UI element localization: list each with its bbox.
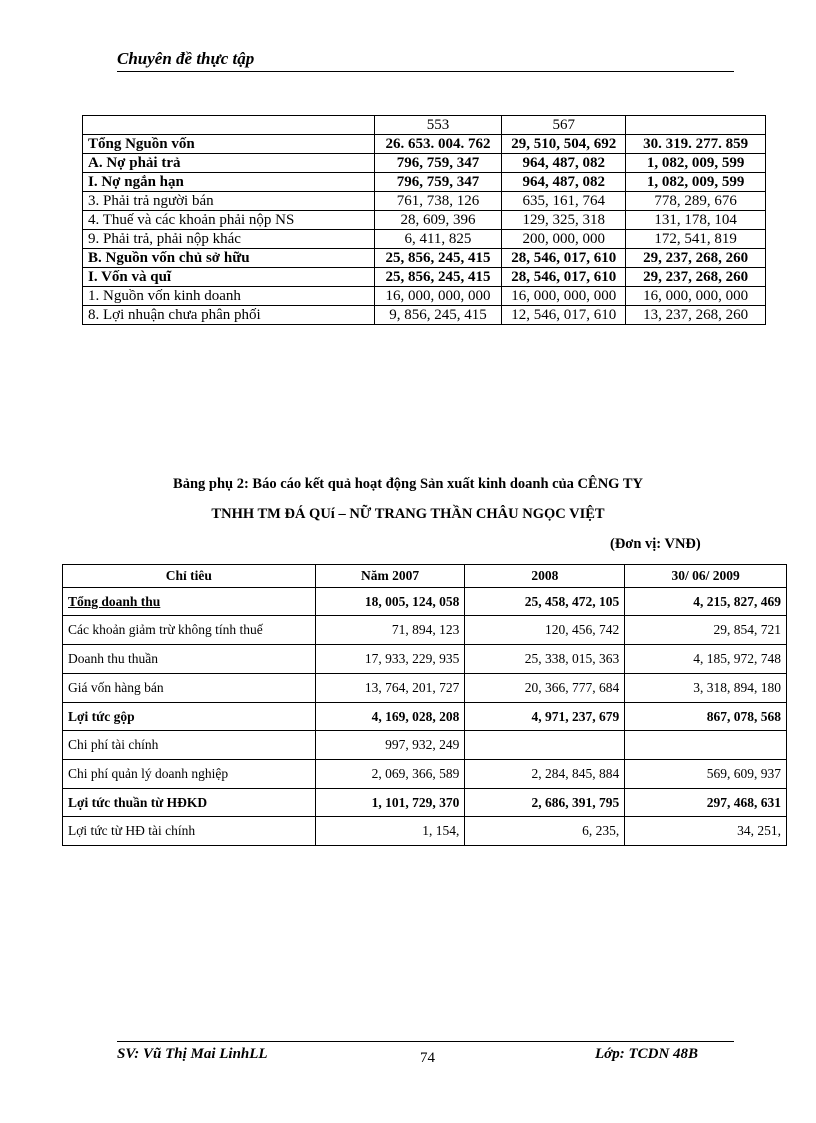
value-cell — [625, 731, 787, 760]
row-label-text: B. Nguồn vốn chủ sở hữu — [88, 250, 250, 266]
unit-label: (Đơn vị: VNĐ) — [610, 536, 701, 552]
table-row — [83, 268, 766, 287]
value-cell-text: 1, 101, 729, 370 — [371, 795, 460, 810]
header-rule — [117, 71, 734, 72]
value-cell — [626, 249, 766, 268]
value-cell-text: 867, 078, 568 — [706, 709, 781, 724]
header-cell: Chỉ tiêu — [63, 565, 316, 588]
value-cell — [315, 817, 465, 846]
value-cell-text: 1, 082, 009, 599 — [646, 155, 745, 171]
value-cell-text: 1, 154, — [422, 823, 460, 838]
value-cell-text: 2, 686, 391, 795 — [531, 795, 620, 810]
footer-rule — [117, 1041, 734, 1042]
value-cell-text: 25, 856, 245, 415 — [385, 250, 491, 266]
value-cell — [315, 789, 465, 817]
income-caption-line1: Bảng phụ 2: Báo cáo kết quả hoạt động Sản xuất kinh doanh của CÊNG TY — [173, 476, 643, 492]
row-label-text: 3. Phải trả người bán — [88, 193, 214, 209]
value-cell — [625, 817, 787, 846]
row-label-text: 4. Thuế và các khoản phải nộp NS — [88, 212, 295, 228]
value-cell — [315, 674, 465, 703]
value-cell-text: 12, 546, 017, 610 — [511, 307, 617, 323]
value-cell-text: 553 — [426, 117, 450, 133]
value-cell-text: 17, 933, 229, 935 — [364, 651, 460, 666]
value-cell — [502, 249, 626, 268]
value-cell-text: 3, 318, 894, 180 — [693, 680, 781, 695]
value-cell-text: 964, 487, 082 — [522, 155, 605, 171]
value-cell — [465, 645, 625, 674]
row-label-text: Lợi tức từ HĐ tài chính — [68, 823, 196, 838]
row-label-text: Giá vốn hàng bán — [68, 680, 164, 695]
value-cell-text: 28, 546, 017, 610 — [511, 250, 617, 266]
row-label-text: Chi phí tài chính — [68, 737, 159, 752]
row-label — [63, 674, 316, 703]
value-cell — [465, 703, 625, 731]
value-cell-text: 567 — [552, 117, 575, 133]
table-row — [83, 154, 766, 173]
value-cell-text: 13, 237, 268, 260 — [643, 307, 749, 323]
value-cell — [465, 674, 625, 703]
table-row — [63, 588, 787, 616]
value-cell — [315, 703, 465, 731]
value-cell — [465, 616, 625, 645]
table-row — [83, 116, 766, 135]
value-cell — [374, 192, 502, 211]
value-cell — [502, 230, 626, 249]
value-cell — [626, 306, 766, 325]
header-cell: 2008 — [465, 565, 625, 588]
row-label-text: Tổng Nguồn vốn — [88, 136, 195, 152]
value-cell-text: 129, 325, 318 — [522, 212, 605, 228]
row-label — [63, 731, 316, 760]
value-cell — [625, 703, 787, 731]
value-cell-text: 25, 338, 015, 363 — [524, 651, 620, 666]
value-cell-text: 1, 082, 009, 599 — [646, 174, 745, 190]
row-label-text: Tổng doanh thu — [68, 594, 161, 609]
value-cell-text: 29, 854, 721 — [713, 622, 781, 637]
value-cell — [374, 173, 502, 192]
value-cell-text: 4, 971, 237, 679 — [531, 709, 620, 724]
value-cell-text: 30. 319. 277. 859 — [643, 136, 749, 152]
value-cell-text: 2, 069, 366, 589 — [371, 766, 460, 781]
value-cell — [625, 760, 787, 789]
value-cell-text: 29, 237, 268, 260 — [643, 269, 749, 285]
table-row — [63, 674, 787, 703]
income-caption-line2: TNHH TM ĐÁ QUí – NỮ TRANG THẦN CHÂU NGỌC VIỆT — [211, 506, 605, 522]
table-row — [83, 173, 766, 192]
value-cell — [315, 645, 465, 674]
row-label-text: 1. Nguồn vốn kinh doanh — [88, 288, 241, 304]
value-cell — [626, 154, 766, 173]
value-cell-text: 25, 458, 472, 105 — [524, 594, 620, 609]
table-row — [83, 230, 766, 249]
value-cell — [502, 154, 626, 173]
row-label — [83, 173, 375, 192]
value-cell-text: 778, 289, 676 — [654, 193, 737, 209]
value-cell — [626, 211, 766, 230]
value-cell-text: 28, 546, 017, 610 — [511, 269, 617, 285]
table-row — [83, 135, 766, 154]
value-cell-text: 761, 738, 126 — [396, 193, 480, 209]
value-cell — [315, 760, 465, 789]
table-row — [63, 817, 787, 846]
row-label-text: 8. Lợi nhuận chưa phân phối — [88, 307, 261, 323]
value-cell-text: 4, 215, 827, 469 — [693, 594, 781, 609]
table-row — [63, 731, 787, 760]
value-cell — [626, 268, 766, 287]
row-label — [63, 817, 316, 846]
row-label-text: Lợi tức gộp — [68, 709, 135, 724]
page-header-title: Chuyên đề thực tập — [117, 49, 255, 68]
row-label-text: A. Nợ phải trả — [88, 155, 181, 171]
table-row — [83, 192, 766, 211]
row-label — [83, 287, 375, 306]
value-cell-text: 2, 284, 845, 884 — [531, 766, 620, 781]
value-cell-text: 71, 894, 123 — [391, 622, 460, 637]
table-row — [63, 760, 787, 789]
table-row — [63, 645, 787, 674]
value-cell — [315, 616, 465, 645]
row-label — [83, 116, 375, 135]
value-cell-text: 9, 856, 245, 415 — [389, 307, 487, 323]
row-label — [83, 306, 375, 325]
value-cell — [626, 135, 766, 154]
value-cell-text: 796, 759, 347 — [396, 155, 480, 171]
value-cell — [626, 173, 766, 192]
table-row — [83, 249, 766, 268]
row-label-text: 9. Phải trả, phải nộp khác — [88, 231, 241, 247]
row-label — [63, 588, 316, 616]
value-cell — [502, 192, 626, 211]
page-number: 74 — [420, 1050, 435, 1066]
row-label — [83, 230, 375, 249]
table-row — [63, 703, 787, 731]
row-label — [63, 703, 316, 731]
value-cell — [626, 192, 766, 211]
row-label — [83, 249, 375, 268]
table-row — [63, 789, 787, 817]
value-cell — [502, 173, 626, 192]
header-cell: Năm 2007 — [315, 565, 465, 588]
value-cell-text: 25, 856, 245, 415 — [385, 269, 491, 285]
footer-class: Lớp: TCDN 48B — [595, 1046, 699, 1062]
value-cell-text: 26. 653. 004. 762 — [385, 136, 491, 152]
value-cell-text: 13, 764, 201, 727 — [364, 680, 460, 695]
value-cell — [315, 731, 465, 760]
row-label — [83, 211, 375, 230]
value-cell — [374, 154, 502, 173]
row-label — [83, 154, 375, 173]
income-header-row — [63, 565, 787, 588]
value-cell — [374, 306, 502, 325]
row-label-text: Lợi tức thuần từ HĐKD — [68, 795, 208, 810]
value-cell-text: 29, 237, 268, 260 — [643, 250, 749, 266]
value-cell-text: 200, 000, 000 — [522, 231, 605, 247]
row-label — [83, 268, 375, 287]
value-cell-text: 297, 468, 631 — [706, 795, 781, 810]
value-cell — [625, 674, 787, 703]
value-cell — [626, 287, 766, 306]
value-cell-text: 964, 487, 082 — [522, 174, 605, 190]
value-cell — [626, 230, 766, 249]
value-cell-text: 16, 000, 000, 000 — [385, 288, 491, 304]
row-label — [63, 789, 316, 817]
value-cell-text: 796, 759, 347 — [396, 174, 480, 190]
footer-student: SV: Vũ Thị Mai LinhLL — [117, 1046, 268, 1062]
value-cell — [465, 789, 625, 817]
row-label — [83, 135, 375, 154]
value-cell — [374, 268, 502, 287]
value-cell — [374, 135, 502, 154]
value-cell — [625, 789, 787, 817]
value-cell — [502, 268, 626, 287]
income-statement-table — [62, 564, 787, 846]
value-cell-text: 20, 366, 777, 684 — [524, 680, 620, 695]
value-cell — [502, 306, 626, 325]
value-cell-text: 4, 169, 028, 208 — [371, 709, 460, 724]
value-cell — [374, 287, 502, 306]
value-cell-text: 131, 178, 104 — [654, 212, 737, 228]
value-cell — [502, 211, 626, 230]
value-cell-text: 29, 510, 504, 692 — [511, 136, 617, 152]
value-cell — [626, 116, 766, 135]
table-row — [83, 211, 766, 230]
value-cell — [465, 588, 625, 616]
row-label — [63, 616, 316, 645]
value-cell — [625, 616, 787, 645]
value-cell-text: 28, 609, 396 — [400, 212, 476, 228]
value-cell — [374, 230, 502, 249]
value-cell-text: 4, 185, 972, 748 — [693, 651, 781, 666]
row-label-text: Chi phí quản lý doanh nghiệp — [68, 766, 229, 781]
row-label — [63, 760, 316, 789]
value-cell — [374, 116, 502, 135]
value-cell — [465, 760, 625, 789]
value-cell — [465, 817, 625, 846]
row-label — [63, 645, 316, 674]
row-label-text: Các khoản giảm trừ không tính thuế — [68, 622, 263, 637]
value-cell — [315, 588, 465, 616]
value-cell-text: 172, 541, 819 — [654, 231, 737, 247]
value-cell-text: 18, 005, 124, 058 — [364, 594, 460, 609]
value-cell-text: 16, 000, 000, 000 — [643, 288, 749, 304]
value-cell-text: 120, 456, 742 — [544, 622, 620, 637]
value-cell-text: 569, 609, 937 — [706, 766, 781, 781]
value-cell-text: 34, 251, — [737, 823, 781, 838]
value-cell — [374, 211, 502, 230]
value-cell-text: 6, 411, 825 — [404, 231, 472, 247]
header-cell: 30/ 06/ 2009 — [625, 565, 787, 588]
value-cell-text: 6, 235, — [582, 823, 620, 838]
row-label-text: Doanh thu thuần — [68, 651, 158, 666]
row-label-text: I. Vốn và quĩ — [88, 269, 172, 285]
value-cell — [502, 135, 626, 154]
value-cell-text: 997, 932, 249 — [385, 737, 460, 752]
value-cell — [625, 645, 787, 674]
table-row — [63, 616, 787, 645]
table-row — [83, 287, 766, 306]
value-cell — [502, 287, 626, 306]
value-cell-text: 635, 161, 764 — [522, 193, 605, 209]
row-label-text: I. Nợ ngắn hạn — [88, 174, 184, 190]
value-cell — [502, 116, 626, 135]
value-cell-text: 16, 000, 000, 000 — [511, 288, 617, 304]
value-cell — [625, 588, 787, 616]
table-row — [83, 306, 766, 325]
value-cell — [465, 731, 625, 760]
balance-sheet-table — [82, 115, 766, 325]
row-label — [83, 192, 375, 211]
value-cell — [374, 249, 502, 268]
